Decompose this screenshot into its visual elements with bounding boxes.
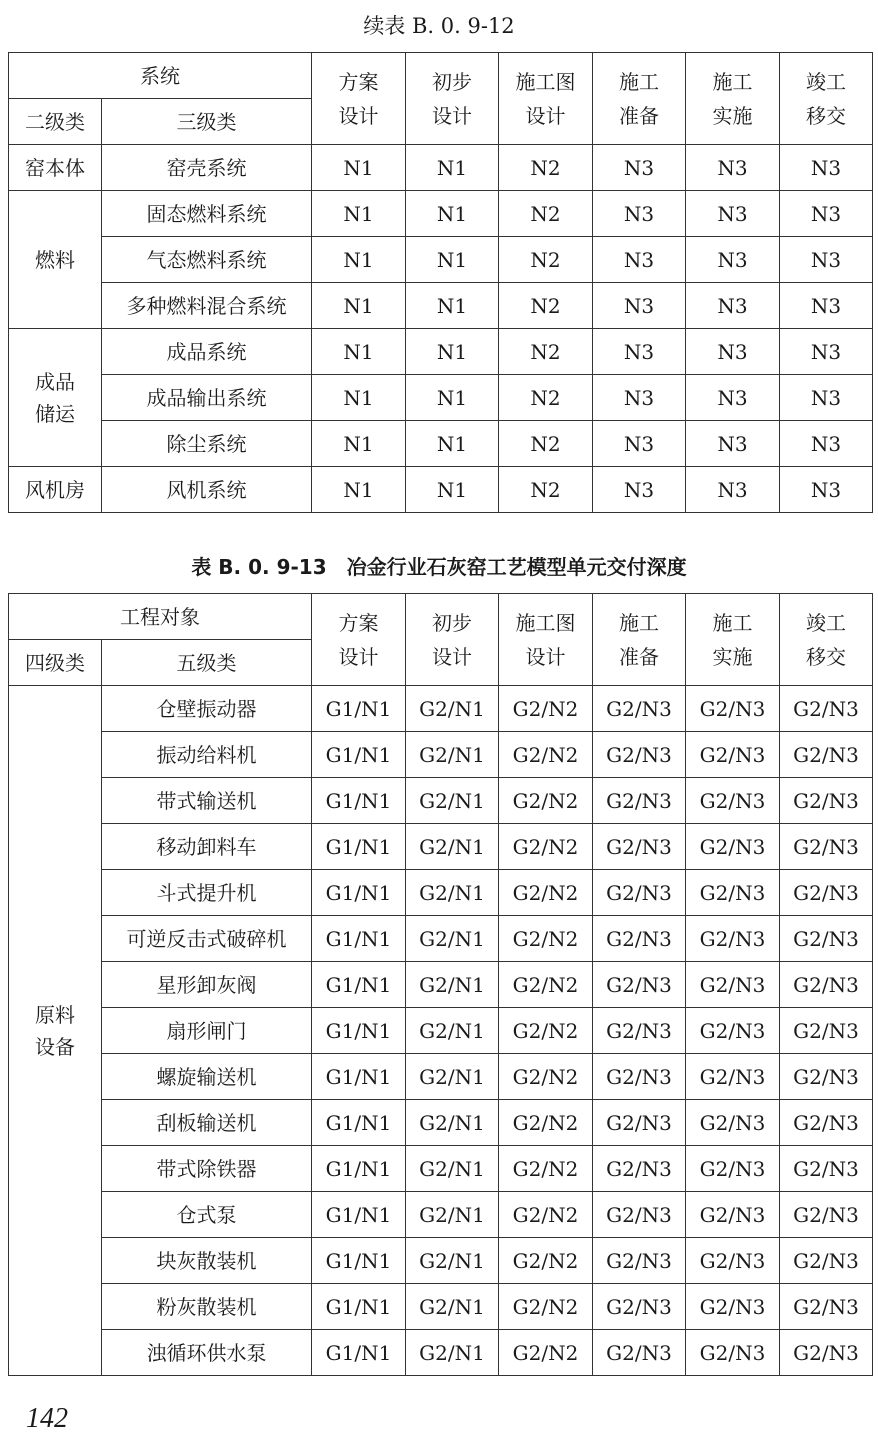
depth-value-cell: N1 [406, 467, 499, 513]
depth-value-cell: G2/N3 [780, 1054, 873, 1100]
depth-value-cell: G2/N3 [593, 870, 686, 916]
depth-value-cell: N3 [780, 283, 873, 329]
depth-value-cell: G2/N2 [499, 1008, 593, 1054]
depth-value-cell: G2/N3 [593, 916, 686, 962]
table2-lime-kiln-delivery-depth [8, 593, 873, 1376]
item-name-cell: 螺旋输送机 [102, 1054, 312, 1100]
depth-value-cell: G2/N3 [686, 732, 780, 778]
category-cell: 原料 设备 [9, 686, 102, 1376]
depth-value-cell: G2/N1 [406, 686, 499, 732]
table2-caption: 表 B. 0. 9-13 冶金行业石灰窑工艺模型单元交付深度 [191, 555, 687, 579]
depth-value-cell: N2 [499, 283, 593, 329]
category-cell: 窑本体 [9, 145, 102, 191]
depth-value-cell: G2/N2 [499, 1192, 593, 1238]
depth-value-cell: N1 [406, 145, 499, 191]
item-name-cell: 振动给料机 [102, 732, 312, 778]
header-stage-cell: 竣工 移交 [780, 53, 873, 145]
depth-value-cell: G2/N3 [780, 686, 873, 732]
header-stage-cell: 施工 准备 [593, 594, 686, 686]
header-stage-cell: 施工图 设计 [499, 594, 593, 686]
depth-value-cell: N1 [312, 191, 406, 237]
depth-value-cell: G1/N1 [312, 916, 406, 962]
depth-value-cell: G2/N3 [593, 686, 686, 732]
depth-value-cell: N2 [499, 191, 593, 237]
category-cell: 成品 储运 [9, 329, 102, 467]
header-level-a-cell: 四级类 [9, 640, 102, 686]
item-name-cell: 风机系统 [102, 467, 312, 513]
depth-value-cell: G2/N2 [499, 1100, 593, 1146]
depth-value-cell: N3 [593, 237, 686, 283]
table-row [9, 237, 873, 283]
depth-value-cell: G2/N1 [406, 1054, 499, 1100]
depth-value-cell: G2/N1 [406, 1192, 499, 1238]
depth-value-cell: G1/N1 [312, 1100, 406, 1146]
depth-value-cell: G2/N1 [406, 870, 499, 916]
table-row [9, 1008, 873, 1054]
header-group-cell: 工程对象 [9, 594, 312, 640]
depth-value-cell: G2/N3 [593, 778, 686, 824]
depth-value-cell: N1 [312, 145, 406, 191]
depth-value-cell: G2/N3 [686, 870, 780, 916]
depth-value-cell: N3 [686, 375, 780, 421]
table-row [9, 732, 873, 778]
depth-value-cell: G2/N3 [593, 732, 686, 778]
depth-value-cell: N3 [686, 283, 780, 329]
depth-value-cell: G2/N2 [499, 870, 593, 916]
page-number: 142 [26, 1403, 68, 1434]
header-group-cell: 系统 [9, 53, 312, 99]
depth-value-cell: G2/N1 [406, 1238, 499, 1284]
table-row [9, 870, 873, 916]
depth-value-cell: G2/N1 [406, 732, 499, 778]
depth-value-cell: N2 [499, 329, 593, 375]
depth-value-cell: N3 [593, 421, 686, 467]
item-name-cell: 可逆反击式破碎机 [102, 916, 312, 962]
item-name-cell: 窑壳系统 [102, 145, 312, 191]
depth-value-cell: N3 [593, 283, 686, 329]
depth-value-cell: N1 [406, 329, 499, 375]
depth-value-cell: G2/N3 [593, 1146, 686, 1192]
depth-value-cell: G1/N1 [312, 1238, 406, 1284]
header-stage-cell: 初步 设计 [406, 53, 499, 145]
depth-value-cell: G1/N1 [312, 732, 406, 778]
depth-value-cell: G2/N3 [686, 916, 780, 962]
depth-value-cell: N2 [499, 145, 593, 191]
depth-value-cell: G1/N1 [312, 1330, 406, 1376]
table-row [9, 1100, 873, 1146]
table-row [9, 1284, 873, 1330]
depth-value-cell: G2/N3 [593, 1008, 686, 1054]
depth-value-cell: N1 [406, 237, 499, 283]
depth-value-cell: G2/N3 [780, 1192, 873, 1238]
depth-value-cell: G1/N1 [312, 824, 406, 870]
category-cell: 燃料 [9, 191, 102, 329]
depth-value-cell: N1 [312, 329, 406, 375]
table-row [9, 1054, 873, 1100]
depth-value-cell: N2 [499, 375, 593, 421]
depth-value-cell: G2/N3 [780, 1146, 873, 1192]
header-stage-cell: 方案 设计 [312, 53, 406, 145]
header-stage-cell: 施工 准备 [593, 53, 686, 145]
depth-value-cell: N1 [312, 237, 406, 283]
depth-value-cell: G1/N1 [312, 686, 406, 732]
table-row [9, 778, 873, 824]
item-name-cell: 多种燃料混合系统 [102, 283, 312, 329]
header-stage-cell: 施工 实施 [686, 53, 780, 145]
table-row [9, 1238, 873, 1284]
depth-value-cell: G2/N3 [686, 962, 780, 1008]
depth-value-cell: N3 [780, 421, 873, 467]
table-row [9, 191, 873, 237]
depth-value-cell: G2/N3 [686, 778, 780, 824]
depth-value-cell: G2/N1 [406, 916, 499, 962]
depth-value-cell: G2/N2 [499, 686, 593, 732]
depth-value-cell: G2/N3 [686, 1100, 780, 1146]
depth-value-cell: N3 [593, 329, 686, 375]
item-name-cell: 带式输送机 [102, 778, 312, 824]
table1-caption: 续表 B. 0. 9-12 [363, 14, 515, 38]
depth-value-cell: G2/N3 [780, 732, 873, 778]
depth-value-cell: G2/N1 [406, 1330, 499, 1376]
depth-value-cell: G2/N3 [780, 1330, 873, 1376]
table-row [9, 329, 873, 375]
depth-value-cell: N3 [686, 145, 780, 191]
depth-value-cell: G2/N1 [406, 1008, 499, 1054]
depth-value-cell: N3 [593, 145, 686, 191]
table-row [9, 686, 873, 732]
depth-value-cell: N1 [312, 467, 406, 513]
table-row [9, 962, 873, 1008]
depth-value-cell: G2/N2 [499, 1146, 593, 1192]
table-row [9, 824, 873, 870]
depth-value-cell: N2 [499, 421, 593, 467]
table-row [9, 421, 873, 467]
depth-value-cell: N3 [780, 329, 873, 375]
item-name-cell: 气态燃料系统 [102, 237, 312, 283]
depth-value-cell: G2/N1 [406, 962, 499, 1008]
depth-value-cell: G2/N3 [780, 778, 873, 824]
table-row [9, 1192, 873, 1238]
depth-value-cell: G2/N3 [593, 1284, 686, 1330]
depth-value-cell: N1 [312, 375, 406, 421]
depth-value-cell: N3 [780, 145, 873, 191]
table-row [9, 1330, 873, 1376]
depth-value-cell: G2/N3 [686, 1008, 780, 1054]
header-row [9, 594, 873, 640]
depth-value-cell: G2/N3 [686, 686, 780, 732]
depth-value-cell: G2/N2 [499, 1054, 593, 1100]
table-row [9, 467, 873, 513]
table-row [9, 283, 873, 329]
depth-value-cell: G2/N3 [593, 1100, 686, 1146]
item-name-cell: 粉灰散装机 [102, 1284, 312, 1330]
depth-value-cell: G1/N1 [312, 1146, 406, 1192]
depth-value-cell: G2/N3 [686, 1146, 780, 1192]
depth-value-cell: G2/N3 [780, 1100, 873, 1146]
depth-value-cell: N3 [593, 375, 686, 421]
item-name-cell: 仓壁振动器 [102, 686, 312, 732]
depth-value-cell: G2/N3 [686, 1054, 780, 1100]
depth-value-cell: G2/N2 [499, 1238, 593, 1284]
depth-value-cell: G1/N1 [312, 1192, 406, 1238]
depth-value-cell: G2/N3 [780, 1284, 873, 1330]
depth-value-cell: N3 [780, 191, 873, 237]
depth-value-cell: G2/N3 [593, 962, 686, 1008]
depth-value-cell: N2 [499, 467, 593, 513]
depth-value-cell: G2/N2 [499, 778, 593, 824]
depth-value-cell: N3 [780, 237, 873, 283]
depth-value-cell: G2/N2 [499, 1330, 593, 1376]
header-row [9, 53, 873, 99]
header-level-a-cell: 二级类 [9, 99, 102, 145]
header-level-b-cell: 五级类 [102, 640, 312, 686]
item-name-cell: 斗式提升机 [102, 870, 312, 916]
depth-value-cell: G2/N2 [499, 962, 593, 1008]
depth-value-cell: G2/N3 [593, 1238, 686, 1284]
depth-value-cell: G2/N1 [406, 824, 499, 870]
header-stage-cell: 施工 实施 [686, 594, 780, 686]
depth-value-cell: G2/N3 [686, 824, 780, 870]
header-level-b-cell: 三级类 [102, 99, 312, 145]
depth-value-cell: G2/N3 [686, 1238, 780, 1284]
depth-value-cell: G2/N1 [406, 778, 499, 824]
table-row [9, 375, 873, 421]
table-row [9, 145, 873, 191]
depth-value-cell: N3 [780, 375, 873, 421]
depth-value-cell: N1 [406, 421, 499, 467]
item-name-cell: 除尘系统 [102, 421, 312, 467]
depth-value-cell: N3 [780, 467, 873, 513]
depth-value-cell: G2/N3 [593, 824, 686, 870]
item-name-cell: 成品输出系统 [102, 375, 312, 421]
depth-value-cell: G2/N3 [780, 870, 873, 916]
item-name-cell: 带式除铁器 [102, 1146, 312, 1192]
depth-value-cell: N2 [499, 237, 593, 283]
depth-value-cell: G2/N2 [499, 916, 593, 962]
depth-value-cell: G2/N2 [499, 1284, 593, 1330]
depth-value-cell: G2/N1 [406, 1284, 499, 1330]
depth-value-cell: N3 [593, 467, 686, 513]
table-row [9, 916, 873, 962]
table-row [9, 1146, 873, 1192]
depth-value-cell: G2/N3 [686, 1330, 780, 1376]
depth-value-cell: G2/N2 [499, 824, 593, 870]
depth-value-cell: G2/N3 [593, 1330, 686, 1376]
depth-value-cell: G1/N1 [312, 778, 406, 824]
depth-value-cell: N1 [406, 375, 499, 421]
depth-value-cell: G2/N3 [780, 916, 873, 962]
depth-value-cell: N3 [686, 237, 780, 283]
item-name-cell: 固态燃料系统 [102, 191, 312, 237]
depth-value-cell: G1/N1 [312, 1054, 406, 1100]
item-name-cell: 浊循环供水泵 [102, 1330, 312, 1376]
depth-value-cell: G2/N1 [406, 1146, 499, 1192]
depth-value-cell: N3 [593, 191, 686, 237]
item-name-cell: 扇形闸门 [102, 1008, 312, 1054]
item-name-cell: 成品系统 [102, 329, 312, 375]
depth-value-cell: G2/N3 [780, 1238, 873, 1284]
item-name-cell: 星形卸灰阀 [102, 962, 312, 1008]
item-name-cell: 刮板输送机 [102, 1100, 312, 1146]
depth-value-cell: N3 [686, 421, 780, 467]
depth-value-cell: G2/N3 [593, 1054, 686, 1100]
item-name-cell: 块灰散装机 [102, 1238, 312, 1284]
depth-value-cell: N1 [406, 191, 499, 237]
depth-value-cell: G2/N3 [686, 1192, 780, 1238]
category-cell: 风机房 [9, 467, 102, 513]
depth-value-cell: N3 [686, 329, 780, 375]
depth-value-cell: N1 [312, 283, 406, 329]
depth-value-cell: G2/N1 [406, 1100, 499, 1146]
header-stage-cell: 初步 设计 [406, 594, 499, 686]
depth-value-cell: N3 [686, 191, 780, 237]
depth-value-cell: N1 [312, 421, 406, 467]
header-stage-cell: 竣工 移交 [780, 594, 873, 686]
depth-value-cell: N3 [686, 467, 780, 513]
table1-system-delivery-depth [8, 52, 873, 513]
depth-value-cell: G2/N2 [499, 732, 593, 778]
depth-value-cell: G2/N3 [780, 1008, 873, 1054]
depth-value-cell: G1/N1 [312, 1284, 406, 1330]
header-stage-cell: 施工图 设计 [499, 53, 593, 145]
depth-value-cell: G1/N1 [312, 1008, 406, 1054]
depth-value-cell: N1 [406, 283, 499, 329]
depth-value-cell: G2/N3 [593, 1192, 686, 1238]
depth-value-cell: G2/N3 [780, 824, 873, 870]
depth-value-cell: G2/N3 [686, 1284, 780, 1330]
item-name-cell: 移动卸料车 [102, 824, 312, 870]
depth-value-cell: G1/N1 [312, 962, 406, 1008]
item-name-cell: 仓式泵 [102, 1192, 312, 1238]
depth-value-cell: G1/N1 [312, 870, 406, 916]
depth-value-cell: G2/N3 [780, 962, 873, 1008]
header-stage-cell: 方案 设计 [312, 594, 406, 686]
